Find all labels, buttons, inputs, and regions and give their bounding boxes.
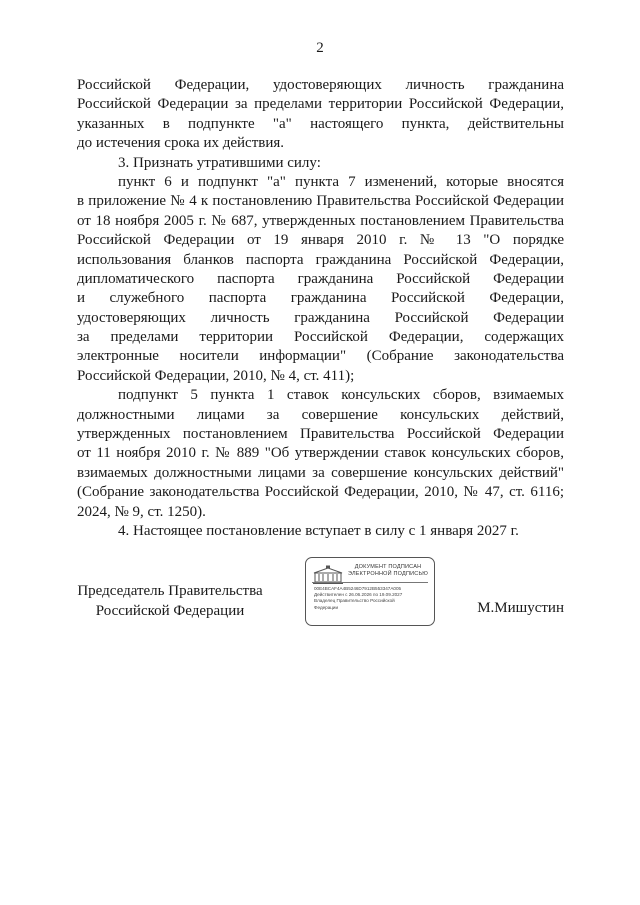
body-line: от 11 ноября 2010 г. № 889 "Об утверждении ставок консульских сборов, bbox=[77, 445, 564, 462]
signatory-title-line: Председатель Правительства bbox=[77, 583, 263, 599]
stamp-details bbox=[314, 586, 430, 611]
stamp-owner: Федерации bbox=[314, 604, 339, 610]
stamp-title-line: ДОКУМЕНТ ПОДПИСАН bbox=[354, 564, 422, 570]
page-number: 2 bbox=[316, 40, 324, 56]
body-line: в приложение № 4 к постановлению Правительства Российской Федерации bbox=[77, 193, 564, 210]
body-line: Российской Федерации от 19 января 2010 г. № 13 "О порядке bbox=[77, 232, 564, 249]
signatory-name: М.Мишустин bbox=[477, 600, 564, 616]
body-line: Российской Федерации, 2010, № 4, ст. 411); bbox=[77, 367, 355, 384]
signatory-title-line: Российской Федерации bbox=[95, 602, 245, 619]
stamp-validity: Действителен с 26.06.2026 по 19.09.2027 bbox=[314, 592, 403, 598]
body-line: электронные носители информации" (Собрание законодательства bbox=[77, 348, 564, 365]
body-line: 2024, № 9, ст. 1250). bbox=[77, 503, 206, 520]
body-line: использования бланков паспорта гражданина Российской Федерации, bbox=[77, 251, 564, 268]
body-line: и служебного паспорта гражданина Российской Федерации, bbox=[77, 290, 564, 307]
stamp-title bbox=[346, 564, 430, 578]
stamp-owner: Владелец Правительство Российской bbox=[314, 598, 395, 604]
body-line: дипломатического паспорта гражданина Российской Федерации bbox=[77, 270, 564, 287]
stamp-title-line: ЭЛЕКТРОННОЙ ПОДПИСЬЮ bbox=[347, 571, 429, 577]
stamp-certificate-number: 00E4BCAF4A4B5246D7912B553347A005 bbox=[314, 586, 402, 591]
body-line: удостоверяющих личность гражданина Российской Федерации bbox=[77, 309, 564, 326]
stamp-divider bbox=[312, 582, 428, 583]
body-line: указанных в подпункте "а" настоящего пункта, действительны bbox=[77, 115, 564, 132]
body-line: должностными лицами за совершение консульских действий, bbox=[77, 406, 564, 423]
body-line: пункт 6 и подпункт "а" пункта 7 изменений, которые вносятся bbox=[118, 173, 564, 190]
body-line: подпункт 5 пункта 1 ставок консульских сборов, взимаемых bbox=[118, 387, 564, 404]
body-line: (Собрание законодательства Российской Федерации, 2010, № 47, ст. 6116; bbox=[77, 484, 564, 501]
body-line: от 18 ноября 2005 г. № 687, утвержденных постановлением Правительства bbox=[77, 212, 564, 229]
paragraph-heading: 3. Признать утратившими силу: bbox=[118, 154, 321, 171]
electronic-signature-stamp bbox=[305, 557, 435, 626]
body-line: до истечения срока их действия. bbox=[77, 135, 285, 152]
document-body bbox=[77, 76, 564, 541]
body-line: за пределами территории Российской Федерации, содержащих bbox=[77, 329, 564, 346]
paragraph-heading: 4. Настоящее постановление вступает в силу с 1 января 2027 г. bbox=[118, 522, 519, 539]
signatory-title bbox=[77, 582, 263, 621]
body-line: взимаемых должностными лицами за совершение консульских действий" bbox=[77, 464, 564, 481]
body-line: утвержденных постановлением Правительства Российской Федерации bbox=[77, 426, 564, 443]
body-line: Российской Федерации, удостоверяющих личность гражданина bbox=[77, 77, 564, 93]
body-line: Российской Федерации за пределами территории Российской Федерации, bbox=[77, 96, 564, 113]
